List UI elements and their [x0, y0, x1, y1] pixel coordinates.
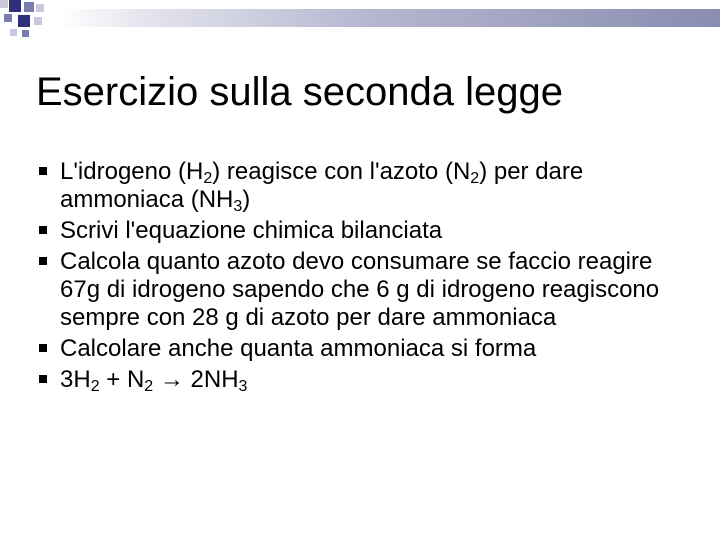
decorative-square [36, 4, 44, 12]
bullet-square-icon [39, 167, 47, 175]
decorative-square [18, 15, 30, 27]
decorative-square [34, 17, 42, 25]
text-run: 3H [60, 366, 91, 393]
header-gradient-stripe [58, 9, 720, 27]
bullet-item [36, 217, 686, 245]
bullet-text [60, 248, 686, 332]
bullet-list [36, 158, 686, 397]
bullet-item [36, 335, 686, 363]
subscript: 2 [90, 378, 100, 395]
text-run: + N [99, 366, 145, 393]
bullet-item [36, 248, 686, 332]
text-run: → 2NH [153, 366, 239, 393]
decorative-square [4, 14, 12, 22]
bullet-item [36, 158, 686, 214]
bullet-text [60, 158, 686, 214]
bullet-item [36, 366, 686, 394]
header-decoration [0, 0, 720, 40]
text-run: ) reagisce con l'azoto (N [212, 158, 471, 185]
text-run: ) [242, 186, 251, 213]
bullet-square-icon [39, 226, 47, 234]
subscript: 2 [470, 170, 480, 187]
text-run: Calcola quanto azoto devo consumare se faccio reagire 67g di idrogeno sapendo che 6 g di idrogeno reagiscono sempre con 28 g di azoto per dare ammoniaca [60, 248, 660, 331]
slide-title: Esercizio sulla seconda legge [36, 70, 563, 114]
subscript: 3 [233, 198, 243, 215]
decorative-square [0, 0, 8, 8]
text-run: Calcolare anche quanta ammoniaca si forma [60, 335, 537, 362]
text-run: Scrivi l'equazione chimica bilanciata [60, 217, 443, 244]
bullet-square-icon [39, 375, 47, 383]
text-run: ) per dare ammoniaca (NH [60, 158, 584, 213]
subscript: 2 [144, 378, 154, 395]
decorative-square [24, 2, 34, 12]
bullet-text [60, 335, 686, 363]
text-run: L'idrogeno (H [60, 158, 204, 185]
decorative-square [10, 29, 17, 36]
bullet-text [60, 366, 686, 394]
subscript: 3 [238, 378, 248, 395]
bullet-text [60, 217, 686, 245]
decorative-square [22, 30, 29, 37]
bullet-square-icon [39, 257, 47, 265]
decorative-square [9, 0, 21, 12]
bullet-square-icon [39, 344, 47, 352]
subscript: 2 [203, 170, 213, 187]
